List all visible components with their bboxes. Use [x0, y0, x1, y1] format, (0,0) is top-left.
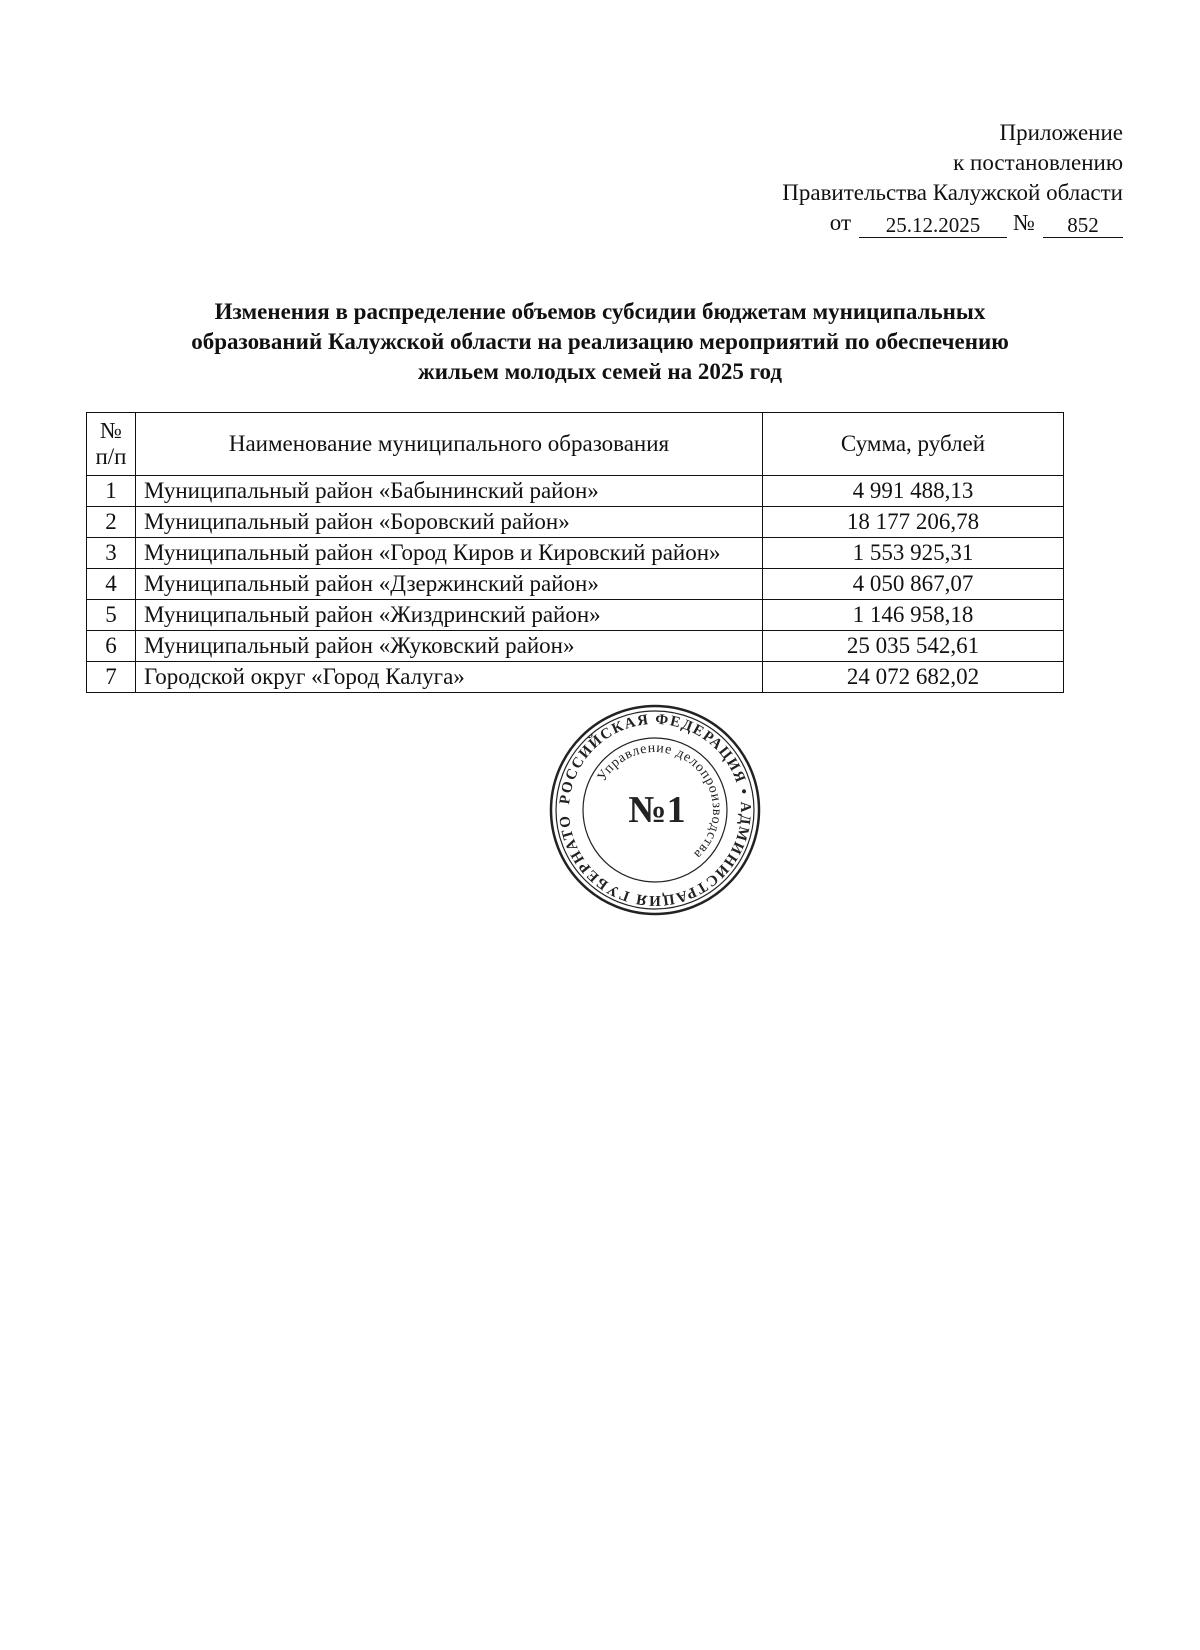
row-number: 2	[87, 507, 136, 538]
row-sum: 1 553 925,31	[763, 538, 1064, 569]
table-row	[87, 569, 1064, 600]
row-name: Муниципальный район «Жиздринский район»	[136, 600, 763, 631]
resolution-date: 25.12.2025	[859, 213, 1007, 238]
header-sum: Сумма, рублей	[763, 413, 1064, 476]
document-title	[120, 297, 1080, 387]
row-name: Муниципальный район «Дзержинский район»	[136, 569, 763, 600]
row-name: Муниципальный район «Бабынинский район»	[136, 476, 763, 507]
row-number: 4	[87, 569, 136, 600]
table-row	[87, 507, 1064, 538]
table-row	[87, 631, 1064, 662]
appendix-label: Приложение	[999, 120, 1123, 145]
stamp-center-text: №1	[628, 789, 686, 831]
row-number: 6	[87, 631, 136, 662]
row-sum: 4 050 867,07	[763, 569, 1064, 600]
row-sum: 24 072 682,02	[763, 662, 1064, 693]
appendix-government: Правительства Калужской области	[782, 180, 1123, 205]
title-line-3: жильем молодых семей на 2025 год	[418, 359, 782, 384]
stamp-outer-text: РОССИЙСКАЯ ФЕДЕРАЦИЯ • АДМИНИСТРАЦИЯ ГУБЕРНАТО	[556, 711, 754, 909]
title-line-2: образований Калужской области на реализацию мероприятий по обеспечению	[191, 329, 1009, 354]
subsidy-table-container	[86, 412, 1064, 693]
row-sum: 25 035 542,61	[763, 631, 1064, 662]
header-name: Наименование муниципального образования	[136, 413, 763, 476]
date-prefix: от	[829, 210, 852, 235]
row-name: Муниципальный район «Боровский район»	[136, 507, 763, 538]
header-number-pp: п/п	[95, 444, 127, 469]
row-name: Городской округ «Город Калуга»	[136, 662, 763, 693]
table-row	[87, 600, 1064, 631]
row-sum: 1 146 958,18	[763, 600, 1064, 631]
header-number	[87, 413, 136, 476]
row-number: 3	[87, 538, 136, 569]
stamp-seal-icon	[545, 700, 765, 920]
row-name: Муниципальный район «Город Киров и Кировский район»	[136, 538, 763, 569]
table-header-row	[87, 413, 1064, 476]
subsidy-table	[86, 412, 1064, 693]
row-sum: 4 991 488,13	[763, 476, 1064, 507]
table-row	[87, 476, 1064, 507]
table-row	[87, 662, 1064, 693]
number-sign: №	[1013, 210, 1035, 235]
row-number: 7	[87, 662, 136, 693]
appendix-header	[603, 118, 1123, 238]
title-line-1: Изменения в распределение объемов субсидии бюджетам муниципальных	[214, 299, 986, 324]
row-number: 1	[87, 476, 136, 507]
row-number: 5	[87, 600, 136, 631]
header-number-sign: №	[100, 418, 122, 443]
appendix-to-resolution: к постановлению	[953, 150, 1123, 175]
row-sum: 18 177 206,78	[763, 507, 1064, 538]
resolution-number: 852	[1043, 213, 1123, 238]
stamp-inner-text: Управление делопроизводства	[594, 740, 725, 862]
appendix-date-line	[603, 208, 1123, 238]
table-row	[87, 538, 1064, 569]
row-name: Муниципальный район «Жуковский район»	[136, 631, 763, 662]
official-stamp	[545, 700, 765, 920]
